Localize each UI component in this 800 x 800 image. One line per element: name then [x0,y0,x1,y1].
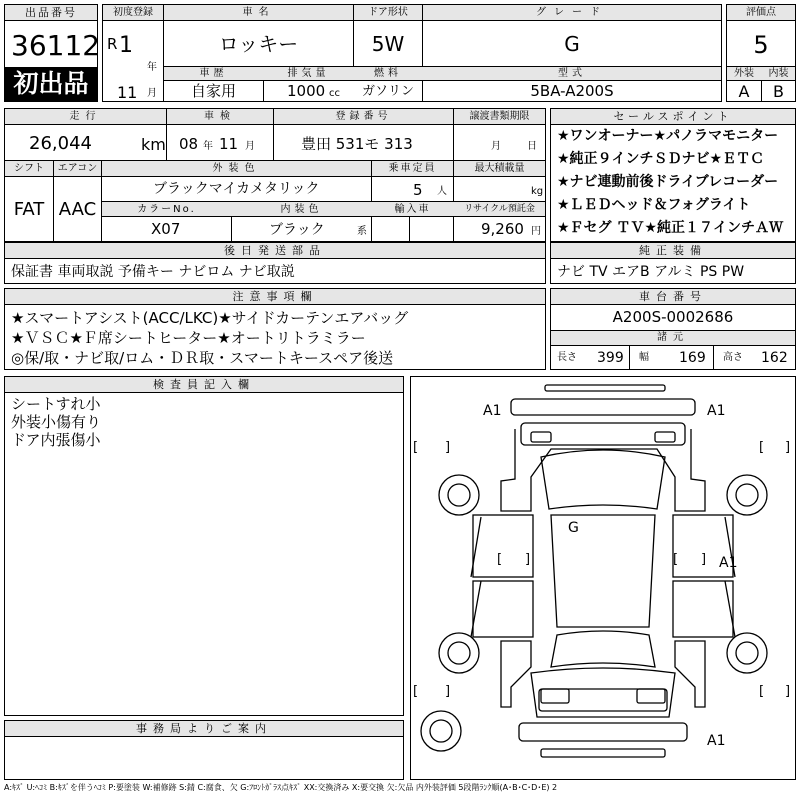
rear-panel [539,689,667,711]
model: 5BA-A200S [530,82,614,100]
later-parts-label: 後日発送部品 [5,243,545,259]
wheel-rear-left [439,633,479,673]
plate-number: 豊田 531モ 313 [301,135,413,153]
width-label: 幅 [639,352,649,363]
capacity-unit: 人 [437,186,447,197]
rear-fender-right [675,641,705,707]
note-line: ★スマートアシスト(ACC/LKC)★サイドカーテンエアバッグ [11,309,409,327]
interior-grade: B [773,82,784,101]
bracket-left: [ [413,440,419,455]
history-label: 車歴 [199,68,228,79]
spare-wheel [421,711,461,751]
ext-color-label: 外装色 [212,163,261,174]
length: 399 [597,350,624,366]
car-diagram [411,377,795,779]
tailgate [531,668,675,717]
front-door-left [473,515,533,577]
grade-label: グレード [536,7,608,18]
notes-label: 注意事項欄 [5,289,545,305]
bracket-right: ] [525,552,531,567]
ac-type: AAC [58,199,97,220]
mileage-unit: km [141,135,166,154]
transfer-day-unit: 日 [527,141,537,152]
sales-point-line: ★Ｆセグ ＴＶ★純正１７インチＡＷ [557,220,783,236]
chassis-number: A200S-0002686 [612,308,734,326]
shift-label: シフト [14,163,44,174]
plate-label: 登録番号 [335,111,392,122]
score-box [726,4,796,102]
bracket-right: ] [701,552,707,567]
bracket-left: [ [759,440,765,455]
lot-label: 出品番号 [5,5,97,21]
score: 5 [753,31,769,59]
transfer-label: 譲渡書類期限 [469,111,530,122]
sales-point-line: ★純正９インチＳＤナビ★ＥＴＣ [557,151,765,167]
front-bumper [511,399,695,415]
inspection-year: 08 [179,135,199,153]
int-color: ブラック [269,222,325,238]
mileage-label: 走行 [69,111,102,122]
door-type: 5W [371,32,405,56]
exterior-grade: A [738,82,750,101]
mark-g-center: G [568,520,579,536]
fuel: ガソリン [361,84,414,99]
chassis-label: 車台番号 [551,289,795,305]
ext-color: ブラックマイカメタリック [153,181,320,197]
sales-point-line: ★ナビ連動前後ドライブレコーダー [557,174,779,190]
wheel-front-left [439,475,479,515]
int-color-label: 内装色 [280,204,323,215]
equipment-label: 純正装備 [551,243,795,259]
load-unit: kg [531,186,544,197]
wheel-rear-right [727,633,767,673]
transfer-month-unit: 月 [491,141,501,152]
inspector-line: ドア内張傷小 [11,431,101,449]
bracket-right: ] [445,684,451,699]
score-label: 評価点 [727,5,795,21]
interior-label: 内装 [768,68,789,79]
reg-label: 初度登録 [113,7,153,18]
width: 169 [679,350,706,366]
reg-month: 11 [117,83,138,102]
color-no-label: カラーNo. [137,204,196,215]
roof [551,515,655,627]
rear-fender-left [501,641,531,707]
inspector-label: 検査員記入欄 [5,377,403,393]
car-name-label: 車名 [242,7,275,18]
height: 162 [761,350,788,366]
windshield [541,450,665,509]
mileage: 26,044 [29,133,92,154]
mark-a1-bottom: A1 [707,733,726,749]
model-label: 型式 [558,68,586,79]
reg-month-unit: 月 [147,88,157,99]
reg-year: 1 [119,33,133,58]
load-label: 最大積載量 [474,163,525,174]
height-label: 高さ [723,352,743,363]
first-listing-badge: 初出品 [5,67,97,101]
details-table [4,108,546,242]
length-label: 長さ [557,352,577,363]
inspector-line: 外装小傷有り [11,413,102,431]
lot-number: 36112 [11,29,101,62]
bracket-right: ] [445,440,451,455]
inspector-line: シートすれ小 [11,395,101,413]
equipment-box [550,242,796,284]
capacity: 5 [413,181,423,199]
car-diagram-box [410,376,796,780]
exterior-label: 外装 [734,68,754,79]
header-table [102,4,722,102]
capacity-label: 乗車定員 [388,163,437,174]
rear-bumper [519,723,687,741]
inspection-label: 車検 [204,111,236,122]
lot-box [4,4,101,102]
car-name: ロッキー [218,32,299,56]
fuel-label: 燃料 [374,68,402,79]
grade: G [564,32,580,56]
bracket-left: [ [759,684,765,699]
headlight-right [655,432,675,442]
legend-text: A:ｷｽﾞ U:ﾍｺﾐ B:ｷｽﾞを伴うﾍｺﾐ P:要塗装 W:補修跡 S:錆 C:腐食、欠 G:ﾌﾛﾝﾄｶﾞﾗｽ点ｷｽﾞ XX:交換済み X:要交換 欠:欠品 内外装評価 5段階ﾗﾝｸ順(A･B･C･D･E) 2 [4,783,558,792]
sales-point-line: ★ワンオーナー★パノラマモニター [557,128,779,144]
office-label: 事務局よりご案内 [5,721,403,737]
recycle-label: リサイクル預託金 [464,204,535,214]
taillight-left [541,689,569,703]
specs-label: 諸元 [657,332,689,343]
door-label: ドア形状 [368,7,408,18]
note-line: ★ＶＳＣ★Ｆ席シートヒーター★オートリトラミラー [11,329,366,347]
bracket-right: ] [785,440,791,455]
wheel-front-right [727,475,767,515]
displacement: 1000 [287,82,326,100]
displacement-unit: cc [329,88,340,99]
sales-point-line: ★ＬＥＤヘッド＆フォグライト [557,197,751,213]
mark-a1-top-right: A1 [707,403,726,419]
later-parts-text: 保証書 車両取説 予備キー ナビロム ナビ取説 [11,264,295,280]
shift-type: FAT [13,199,45,220]
mark-a1-top-left: A1 [483,403,502,419]
sales-points-label: セールスポイント [551,109,795,125]
reg-year-unit: 年 [147,62,157,73]
rear-door-left [473,581,533,637]
bracket-right: ] [785,684,791,699]
office-box [4,720,404,780]
bracket-left: [ [413,684,419,699]
sales-points-box [550,108,796,242]
rear-window [551,631,655,667]
notes-box [4,288,546,370]
chassis-box [550,288,796,370]
ac-label: エアコン [57,163,98,174]
equipment-text: ナビ TV エアB アルミ PS PW [557,264,745,280]
headlight-left [531,432,551,442]
later-parts-box [4,242,546,284]
inspection-month-unit: 月 [245,141,255,152]
displacement-label: 排気量 [287,68,330,79]
recycle-unit: 円 [531,226,541,237]
recycle-fee: 9,260 [481,220,524,238]
int-color-suffix: 系 [357,226,367,237]
bracket-left: [ [497,552,503,567]
import-label: 輸入車 [394,204,431,215]
rear-door-right [673,581,733,637]
inspection-month: 11 [219,135,239,153]
inspector-box [4,376,404,716]
taillight-right [637,689,665,703]
note-line: ◎保/取・ナビ取/ロム・ＤＲ取・スマートキースペア後送 [11,349,394,367]
bracket-left: [ [673,552,679,567]
rear-bumper-bottom [541,749,665,757]
reg-era: R [107,35,118,53]
front-bumper-top [545,385,665,391]
color-no: X07 [151,220,181,238]
inspection-year-unit: 年 [203,141,213,152]
history: 自家用 [190,82,236,100]
mark-a1-right: A1 [719,555,738,571]
